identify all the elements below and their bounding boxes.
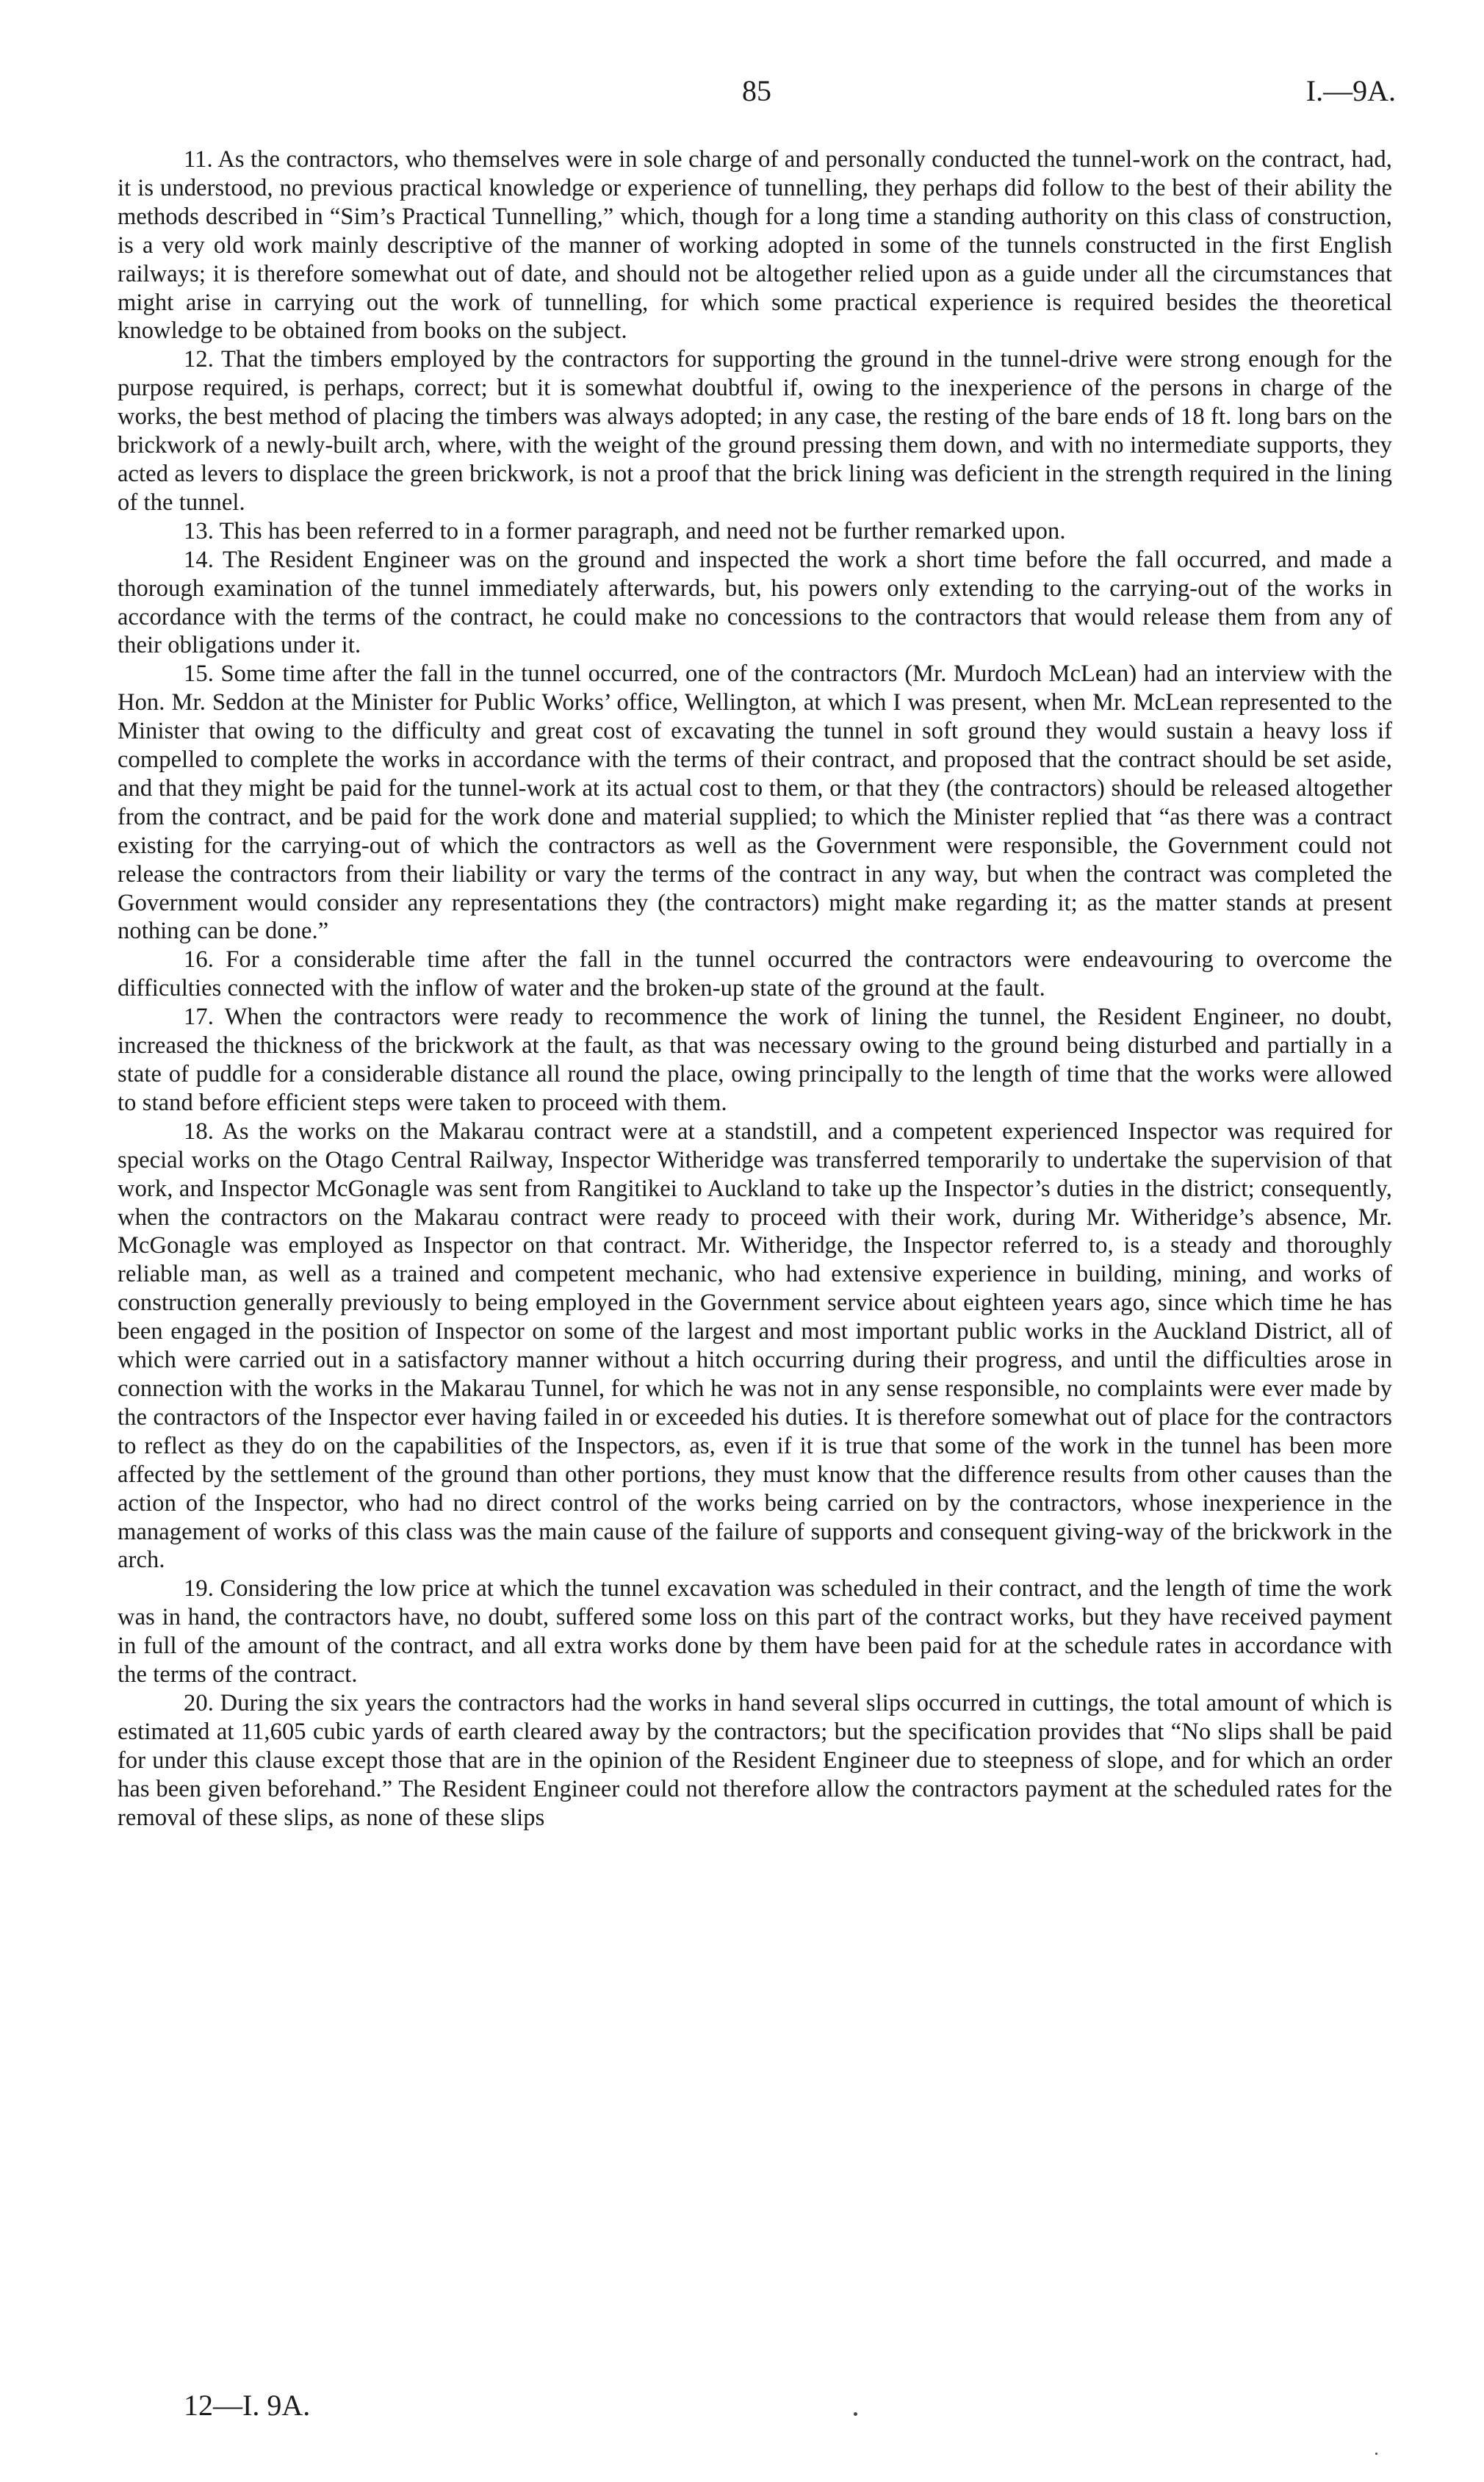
page-number: 85	[742, 74, 771, 107]
paragraph-12: 12. That the timbers employed by the contractors for supporting the ground in the tunnel-drive were strong enough for the purpose required, is perhaps, correct; but it is somewhat doubtful if, owing to the inexperience of the persons in charge of the works, the best method of placing the timbers was always adopted; in any case, the resting of the bare ends of 18 ft. long bars on the brickwork of a newly-built arch, where, with the weight of the ground pressing them down, and with no intermediate supports, they acted as levers to displace the green brickwork, is not a proof that the brick lining was deficient in the strength required in the lining of the tunnel.	[118, 346, 1392, 516]
body-text	[118, 145, 1392, 1832]
paragraph-17: 17. When the contractors were ready to recommence the work of lining the tunnel, the Resident Engineer, no doubt, increased the thickness of the brickwork at the fault, as that was necessary owing to the ground being disturbed and partially in a state of puddle for a considerable distance all round the place, owing principally to the length of time that the works were allowed to stand before efficient steps were taken to proceed with them.	[118, 1004, 1392, 1116]
speck-mark	[854, 2412, 857, 2416]
paragraph-11: 11. As the contractors, who themselves were in sole charge of and personally conducted the tunnel-work on the contract, had, it is understood, no previous practical knowledge or experience of tunnelling, they perhaps did follow to the best of their ability the methods described in “Sim’s Practical Tunnelling,” which, though for a long time a standing authority on this class of construction, is a very old work mainly descriptive of the manner of working adopted in some of the tunnels constructed in the first English railways; it is therefore somewhat out of date, and should not be altogether relied upon as a guide under all the circumstances that might arise in carrying out the work of tunnelling, for which some practical experience is required besides the theoretical knowledge to be obtained from books on the subject.	[118, 146, 1392, 345]
page-header	[118, 73, 1396, 118]
paragraph-15: 15. Some time after the fall in the tunnel occurred, one of the contractors (Mr. Murdoch McLean) had an interview with the Hon. Mr. Seddon at the Minister for Public Works’ office, Wellington, at which I was present, when Mr. McLean represented to the Minister that owing to the difficulty and great cost of excavating the tunnel in soft ground they would sustain a heavy loss if compelled to complete the works in accordance with the terms of their contract, and proposed that the contract should be set aside, and that they might be paid for the tunnel-work at its actual cost to them, or that they (the contractors) should be released altogether from the contract, and be paid for the work done and material supplied; to which the Minister replied that “as there was a contract existing for the carrying-out of which the contractors as well as the Government were responsible, the Government could not release the contractors from their liability or vary the terms of the contract in any way, but when the contract was completed the Government would consider any representations they (the contractors) might make regarding it; as the matter stands at present nothing can be done.”	[118, 661, 1392, 945]
paragraph-16: 16. For a considerable time after the fall in the tunnel occurred the contractors were endeavouring to overcome the difficulties connected with the inflow of water and the broken-up state of the ground at the fault.	[118, 946, 1392, 1002]
signature-mark: 12—I. 9A.	[184, 2389, 311, 2422]
paragraph-13: 13. This has been referred to in a former paragraph, and need not be further remarked upon.	[184, 517, 1066, 544]
paper-reference: I.—9A.	[1305, 74, 1396, 107]
paragraph-14: 14. The Resident Engineer was on the ground and inspected the work a short time before the fall occurred, and made a thorough examination of the tunnel immediately afterwards, but, his powers only extending to the carrying-out of the works in accordance with the terms of the contract, he could make no concessions to the contractors that would release them from any of their obligations under it.	[118, 546, 1392, 659]
speck-mark-corner	[1375, 2453, 1377, 2455]
paragraph-20: 20. During the six years the contractors had the works in hand several slips occurred in cuttings, the total amount of which is estimated at 11,605 cubic yards of earth cleared away by the contractors; but the specification provides that “No slips shall be paid for under this clause except those that are in the opinion of the Resident Engineer due to steepness of slope, and for which an order has been given beforehand.” The Resident Engineer could not therefore allow the contractors payment at the scheduled rates for the removal of these slips, as none of these slips	[118, 1689, 1392, 1831]
paragraph-19: 19. Considering the low price at which the tunnel excavation was scheduled in their contract, and the length of time the work was in hand, the contractors have, no doubt, suffered some loss on this part of the contract works, but they have received payment in full of the amount of the contract, and all extra works done by them have been paid for at the schedule rates in accordance with the terms of the contract.	[118, 1575, 1392, 1688]
paragraph-18: 18. As the works on the Makarau contract were at a standstill, and a competent experienced Inspector was required for special works on the Otago Central Railway, Inspector Witheridge was transferred temporarily to undertake the supervision of that work, and Inspector McGonagle was sent from Rangitikei to Auckland to take up the Inspector’s duties in the district; consequently, when the contractors on the Makarau contract were ready to proceed with their work, during Mr. Witheridge’s absence, Mr. McGonagle was employed as Inspector on that contract. Mr. Witheridge, the Inspector referred to, is a steady and thoroughly reliable man, as well as a trained and competent mechanic, who had extensive experience in building, mining, and works of construction generally previously to being employed in the Government service about eighteen years ago, since which time he has been engaged in the position of Inspector on some of the largest and most important public works in the Auckland District, all of which were carried out in a satisfactory manner without a hitch occurring during their progress, and until the difficulties arose in connection with the works in the Makarau Tunnel, for which he was not in any sense responsible, no complaints were ever made by the contractors of the Inspector ever having failed in or exceeded his duties. It is therefore somewhat out of place for the contractors to reflect as they do on the capabilities of the Inspectors, as, even if it is true that some of the work in the tunnel has been more affected by the settlement of the ground than other portions, they must know that the difference results from other causes than the action of the Inspector, who had no direct control of the works being carried on by the contractors, whose inexperience in the management of works of this class was the main cause of the failure of supports and consequent giving-way of the brickwork in the arch.	[118, 1118, 1392, 1574]
